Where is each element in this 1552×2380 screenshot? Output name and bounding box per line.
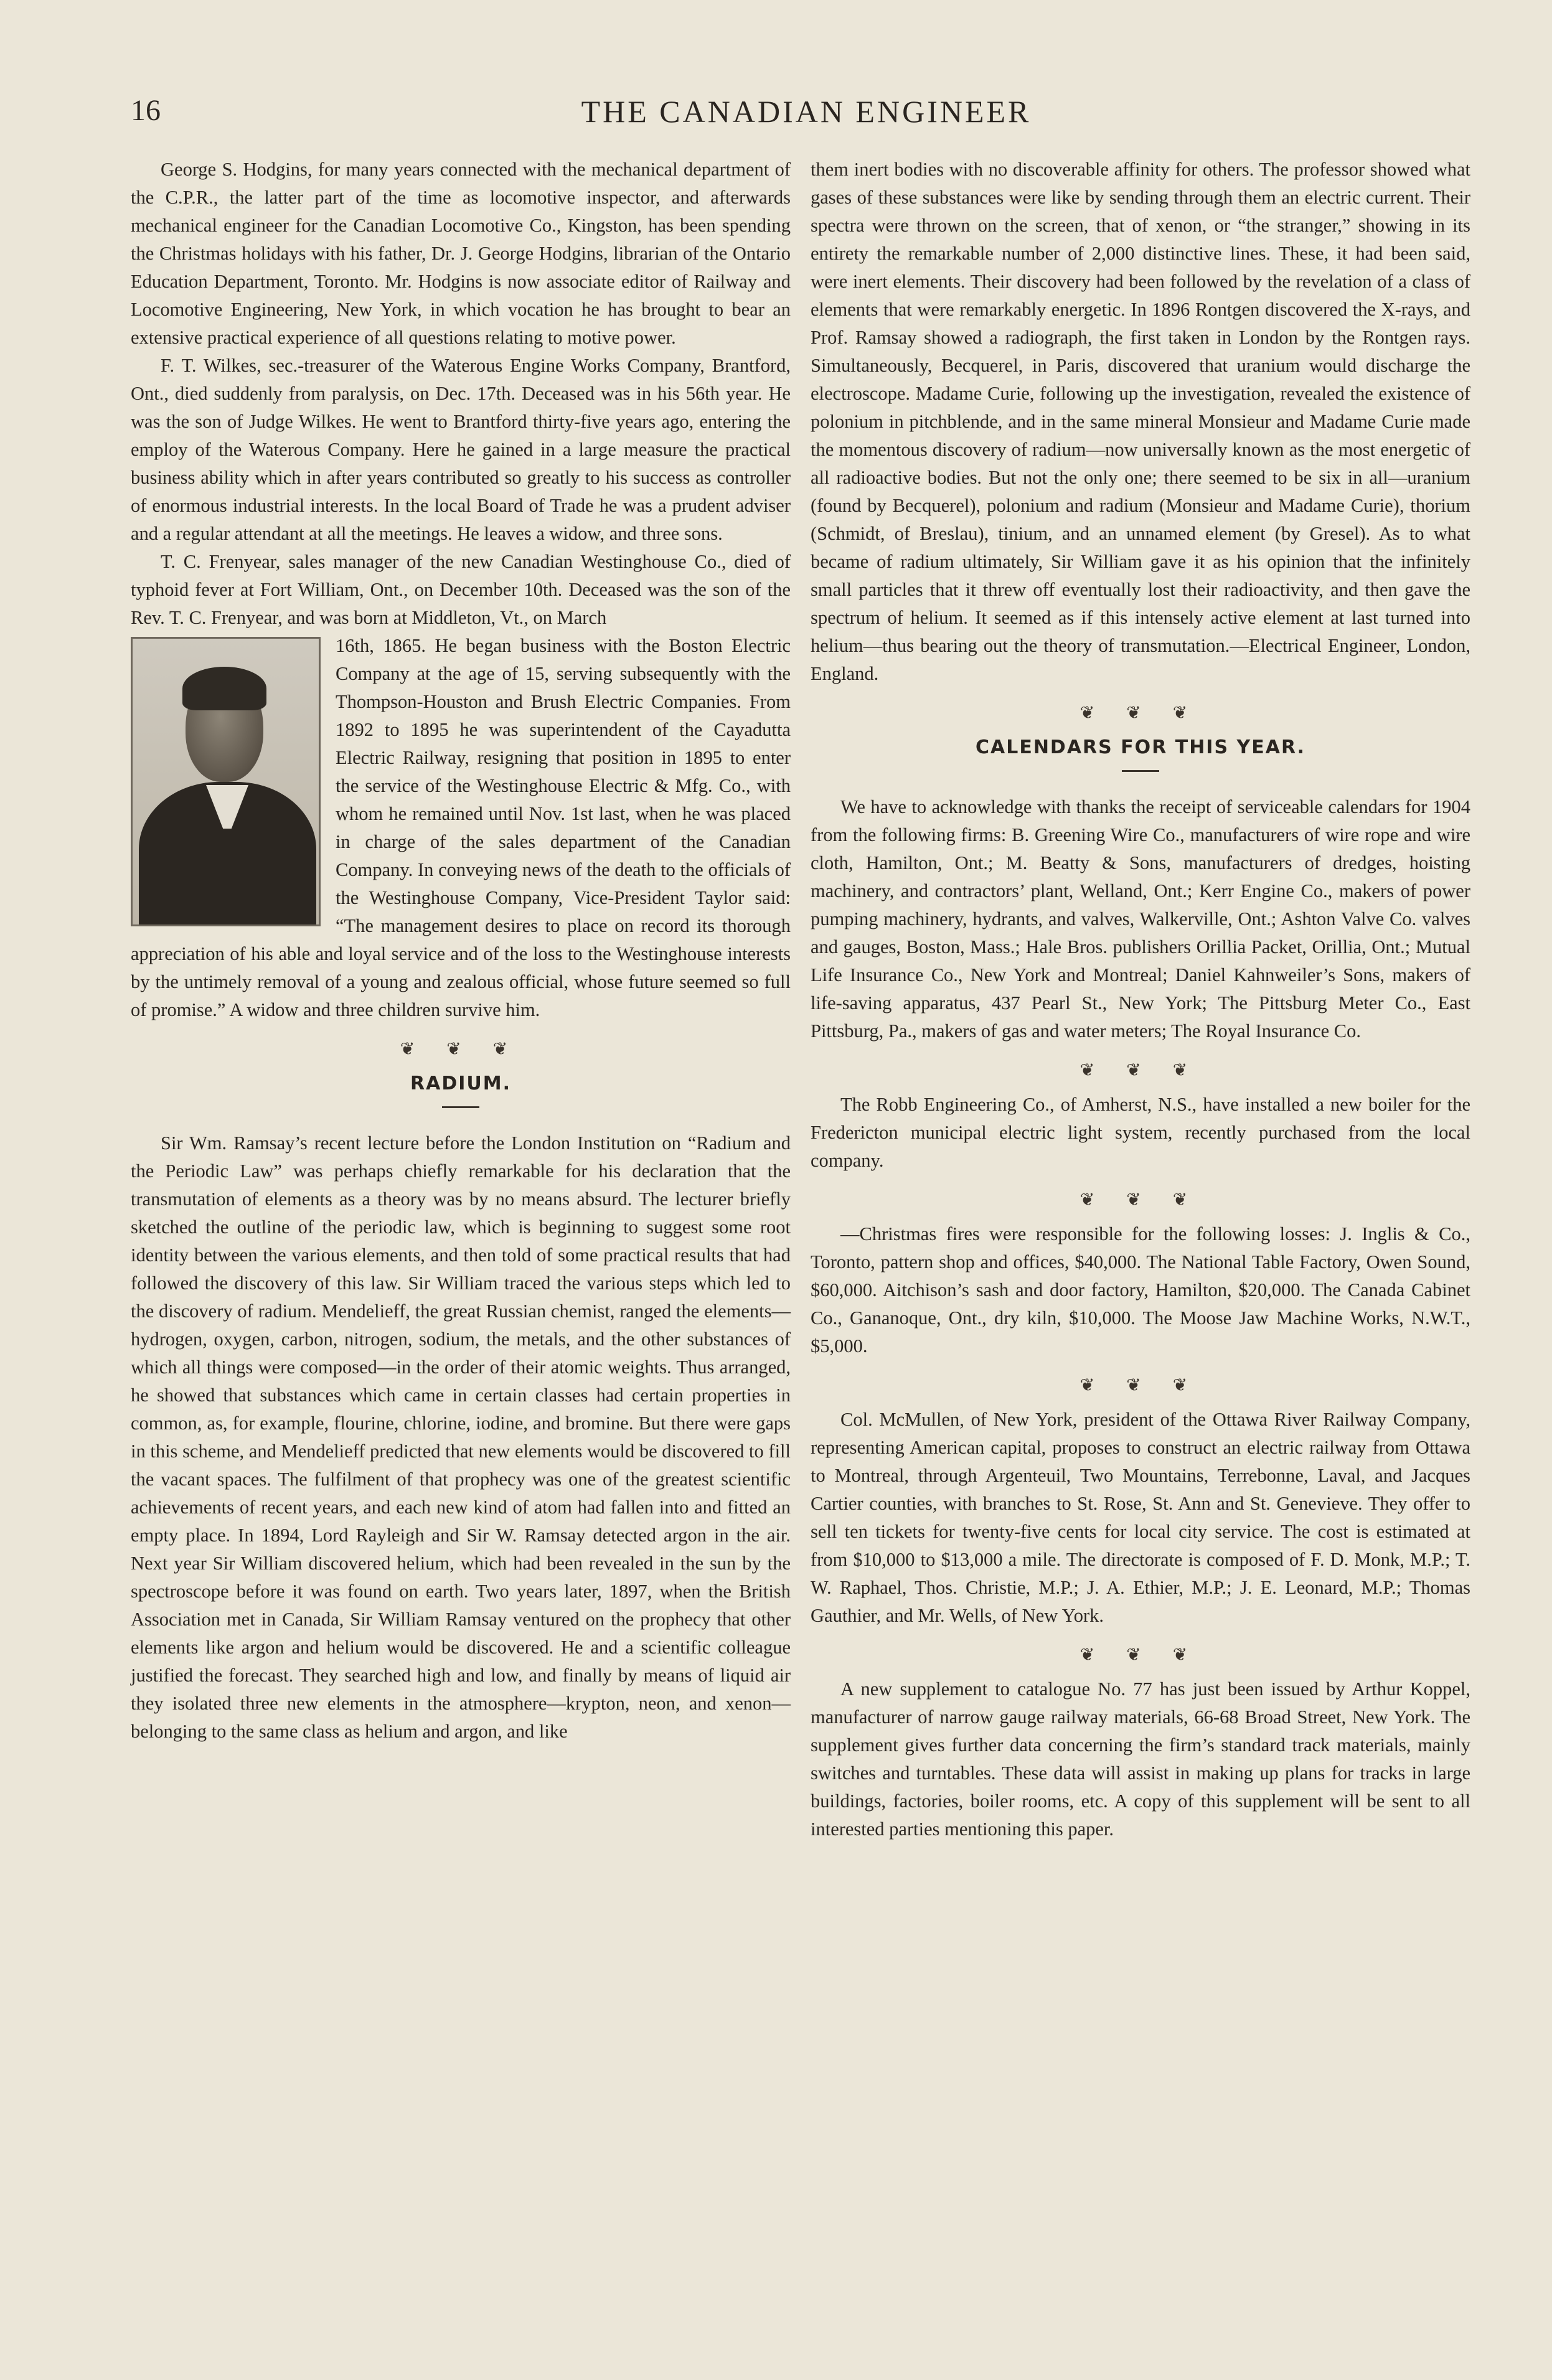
ornament-divider: ❦ ❦ ❦ (1079, 1376, 1202, 1395)
ornament-divider: ❦ ❦ ❦ (1079, 1190, 1202, 1210)
christmas-fires-paragraph: —Christmas fires were responsible for the following losses: J. Inglis & Co., Toronto, pattern shop and offices, $40,000. The National Table Factory, Owen Sound, $60,000. Aitchison’s sash and door factory, Hamilton, $20,000. The Canada Cabinet Co., Gananoque, Ont., dry kiln, $10,000. The Moose Jaw Machine Works, N.W.T., $5,000. (811, 1223, 1470, 1357)
frenyear-paragraph-intro: T. C. Frenyear, sales manager of the new Canadian Westinghouse Co., died of typhoid fever at Fort William, Ont., on December 10th. Deceased was the son of the Rev. T. C. Frenyear, and was born at Middleton, Vt., on March (131, 551, 791, 628)
robb-engineering-paragraph: The Robb Engineering Co., of Amherst, N.S., have installed a new boiler for the Fredericton municipal electric light system, recently purchased from the local company. (811, 1094, 1470, 1171)
ornament-divider: ❦ ❦ ❦ (400, 1040, 522, 1059)
left-column (131, 156, 791, 1746)
page-number: 16 (131, 94, 161, 127)
running-head (131, 93, 1482, 131)
hodgins-paragraph: George S. Hodgins, for many years connected with the mechanical department of the C.P.R., the latter part of the time as locomotive inspector, and afterwards mechanical engineer for the Canadian Locomotive Co., Kingston, has been spending the Christmas holidays with his father, Dr. J. George Hodgins, librarian of the Ontario Education Department, Toronto. Mr. Hodgins is now associate editor of Railway and Locomotive Engineering, New York, in which vocation he has brought to bear an extensive practical experience of all questions relating to motive power. (131, 159, 791, 348)
mcmullen-railway-paragraph: Col. McMullen, of New York, president of the Ottawa River Railway Company, representing American capital, proposes to construct an electric railway from Ottawa to Montreal, through Argenteuil, Two Mountains, Terrebonne, Laval, and Jacques Cartier counties, with branches to St. Rose, St. Ann and St. Genevieve. They offer to sell ten tickets for twenty-five cents for local city service. The cost is estimated at from $10,000 to $13,000 a mile. The directorate is composed of F. D. Monk, M.P.; T. W. Raphael, Thos. Christie, M.P.; J. A. Ethier, M.P.; J. E. Leonard, M.P.; Thomas Gauthier, and Mr. Wells, of New York. (811, 1409, 1470, 1626)
koppel-supplement-paragraph: A new supplement to catalogue No. 77 has just been issued by Arthur Koppel, manufacturer of narrow gauge railway materials, 66-68 Broad Street, New York. The supplement gives further data concerning the firm’s standard track materials, mainly switches and turntables. These data will assist in making up plans for tracks in large buildings, factories, boiler rooms, etc. A copy of this supplement will be sent to all interested parties mentioning this paper. (811, 1678, 1470, 1840)
heading-rule (442, 1106, 479, 1108)
calendars-paragraph: We have to acknowledge with thanks the receipt of serviceable calendars for 1904 from the following firms: B. Greening Wire Co., manufacturers of wire rope and wire cloth, Hamilton, Ont.; M. Beatty & Sons, manufacturers of dredges, hoisting machinery, and contractors’ plant, Welland, Ont.; Kerr Engine Co., makers of power pumping machinery, hydrants, and valves, Walkerville, Ont.; Ashton Valve Co. valves and gauges, Boston, Mass.; Hale Bros. publishers Orillia Packet, Orillia, Ont.; Mutual Life Insurance Co., New York and Montreal; Daniel Kahnweiler’s Sons, makers of life-saving apparatus, 437 Pearl St., New York; The Pittsburg Meter Co., East Pittsburg, Pa., makers of gas and water meters; The Royal Insurance Co. (811, 796, 1470, 1042)
radium-article-text: Sir Wm. Ramsay’s recent lecture before the London Institution on “Radium and the Periodic Law” was perhaps chiefly remarkable for his declaration that the transmutation of elements as a theory was by no means absurd. The lecturer briefly sketched the outline of the periodic law, which is beginning to suggest some root identity between the various elements, and then told of some practical results that had followed the discovery of this law. Sir William traced the various steps which led to the discovery of radium. Mendelieff, the great Russian chemist, ranged the elements—hydrogen, oxygen, carbon, nitrogen, sodium, the metals, and the other substances of which all things were composed—in the order of their atomic weights. Thus arranged, he showed that substances which came in certain classes had certain properties in common, as, for example, flourine, chlorine, iodine, and bromine. But there were gaps in this scheme, and Mendelieff predicted that new elements would be discovered to fill the vacant spaces. The fulfilment of that prophecy was one of the greatest scientific achievements of recent years, and each new kind of atom had fallen into and fitted an empty place. In 1894, Lord Rayleigh and Sir W. Ramsay detected argon in the air. Next year Sir William discovered helium, which had been revealed in the sun by the spectroscope before it was found on earth. Two years later, 1897, when the British Association met in Canada, Sir William Ramsay ventured on the prophecy that other elements like argon and helium would be discovered. He and a scientific colleague justified the forecast. They searched high and low, and finally by means of liquid air they isolated three new elements in the atmosphere—krypton, neon, and xenon—belonging to the same class as helium and argon, and like (131, 1132, 791, 1742)
frenyear-portrait-photo (131, 637, 321, 926)
frenyear-paragraph-continued: 16th, 1865. He began business with the Boston Electric Company at the age of 15, serving subsequently with the Thompson-Houston and Brush Electric Companies. From 1892 to 1895 he was superintendent of the Cayadutta Electric Railway, resigning that position in 1895 to enter the service of the Westinghouse Electric & Mfg. Co., with whom he remained until Nov. 1st last, when he was placed in charge of the sales department of the Canadian Company. In conveying news of the death to the officials of the Westinghouse Company, Vice-President Taylor said: “The management desires to place on record its thorough appreciation of his able and loyal service and of the loss to the Westinghouse interests by the untimely removal of a young and zealous official, whose future seemed so full of promise.” A widow and three children survive him. (131, 635, 791, 1020)
wilkes-paragraph: F. T. Wilkes, sec.-treasurer of the Waterous Engine Works Company, Brantford, Ont., died suddenly from paralysis, on Dec. 17th. Deceased was in his 56th year. He was the son of Judge Wilkes. He went to Brantford thirty-five years ago, entering the employ of the Waterous Company. Here he gained in a large measure the practical business ability which in after years contributed so greatly to his success as controller of enormous industrial interests. In the local Board of Trade he was a prudent adviser and a regular attendant at all the meetings. He leaves a widow, and three sons. (131, 355, 791, 544)
ornament-divider: ❦ ❦ ❦ (1079, 703, 1202, 723)
journal-title: THE CANADIAN ENGINEER (581, 94, 1032, 129)
ornament-divider: ❦ ❦ ❦ (1079, 1061, 1202, 1080)
ornament-divider: ❦ ❦ ❦ (1079, 1645, 1202, 1665)
heading-rule (1122, 770, 1159, 772)
radium-heading: RADIUM. (410, 1073, 511, 1094)
calendars-heading: CALENDARS FOR THIS YEAR. (975, 736, 1306, 758)
right-column (811, 156, 1470, 1843)
radium-article-continued: them inert bodies with no discoverable affinity for others. The professor showed what gases of these substances were like by sending through them an electric current. Their spectra were thrown on the screen, that of xenon, or “the stranger,” showing in its entirety the remarkable number of 2,000 distinctive lines. These, it had been said, were inert elements. Their discovery had been followed by the revelation of a class of elements that were remarkably energetic. In 1896 Rontgen discovered the X-rays, and Prof. Ramsay showed a radiograph, the first taken in London by the Rontgen rays. Simultaneously, Becquerel, in Paris, discovered that uranium would discharge the electroscope. Madame Curie, following up the investigation, revealed the existence of polonium in pitchblende, and in the same mineral Monsieur and Madame Curie made the momentous discovery of radium—now universally known as the most energetic of all radioactive bodies. But not the only one; there seemed to be six in all—uranium (found by Becquerel), polonium and radium (Monsieur and Madame Curie), thorium (Schmidt, of Breslau), tinium, and an unnamed element (by Gresel). As to what became of radium ultimately, Sir William gave it as his opinion that the infinitely small particles that it threw off eventually lost their radioactivity, and then gave the spectrum of helium. It seemed as if this intensely active element at last turned into helium—thus bearing out the theory of transmutation.—Electrical Engineer, London, England. (811, 159, 1470, 684)
